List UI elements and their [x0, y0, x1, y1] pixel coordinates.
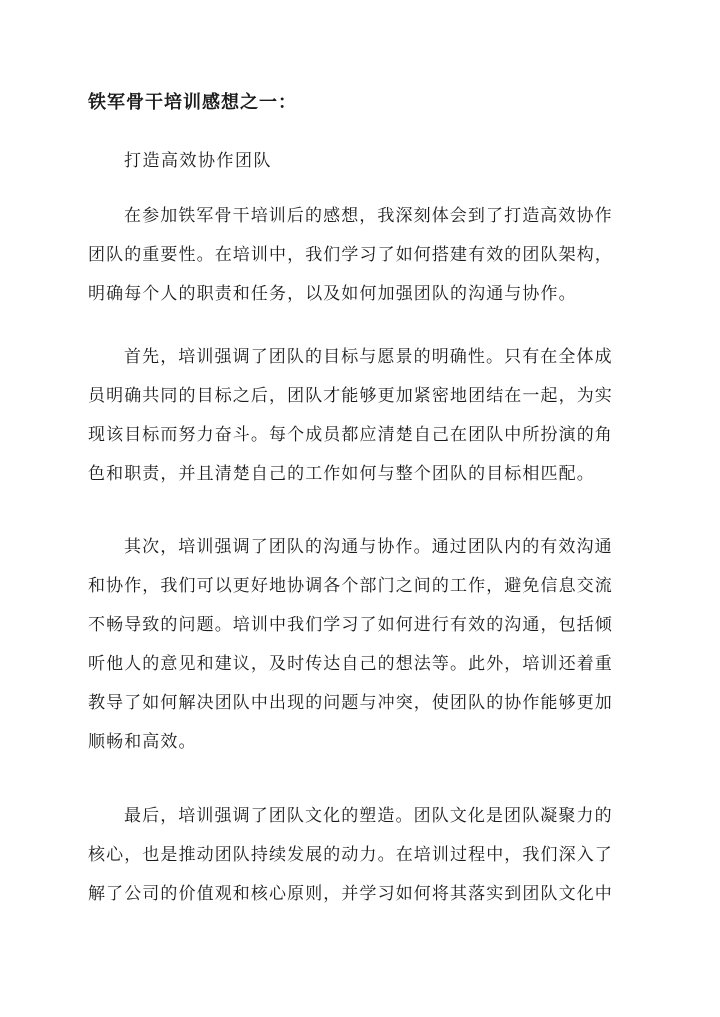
paragraph-4 [88, 797, 636, 914]
document-title: 铁军骨干培训感想之一： [88, 92, 297, 113]
paragraph-line: 最后，培训强调了团队文化的塑造。团队文化是团队凝聚力的 [124, 806, 613, 826]
paragraph-line: 解了公司的价值观和核心原则，并学习如何将其落实到团队文化中 [88, 884, 613, 904]
paragraph-line: 首先，培训强调了团队的目标与愿景的明确性。只有在全体成 [124, 347, 613, 367]
paragraph-3 [88, 528, 636, 762]
paragraph-line: 不畅导致的问题。培训中我们学习了如何进行有效的沟通，包括倾 [88, 615, 613, 635]
paragraph-1 [88, 197, 636, 314]
paragraph-line: 在参加铁军骨干培训后的感想，我深刻体会到了打造高效协作 [124, 206, 613, 226]
paragraph-line: 色和职责，并且清楚自己的工作如何与整个团队的目标相匹配。 [88, 464, 595, 484]
paragraph-2 [88, 338, 636, 494]
paragraph-line: 和协作，我们可以更好地协调各个部门之间的工作，避免信息交流 [88, 576, 613, 596]
paragraph-line: 听他人的意见和建议，及时传达自己的想法等。此外，培训还着重 [88, 654, 613, 674]
paragraph-line: 员明确共同的目标之后，团队才能够更加紧密地团结在一起，为实 [88, 386, 613, 406]
paragraph-line: 现该目标而努力奋斗。每个成员都应清楚自己在团队中所扮演的角 [88, 425, 613, 445]
paragraph-line: 核心，也是推动团队持续发展的动力。在培训过程中，我们深入了 [88, 845, 613, 865]
document-subtitle: 打造高效协作团队 [124, 151, 272, 171]
paragraph-line: 其次，培训强调了团队的沟通与协作。通过团队内的有效沟通 [124, 537, 613, 557]
paragraph-line: 明确每个人的职责和任务，以及如何加强团队的沟通与协作。 [88, 284, 577, 304]
paragraph-line: 团队的重要性。在培训中，我们学习了如何搭建有效的团队架构， [88, 245, 613, 265]
paragraph-line: 顺畅和高效。 [88, 732, 197, 752]
paragraph-line: 教导了如何解决团队中出现的问题与冲突，使团队的协作能够更加 [88, 693, 613, 713]
